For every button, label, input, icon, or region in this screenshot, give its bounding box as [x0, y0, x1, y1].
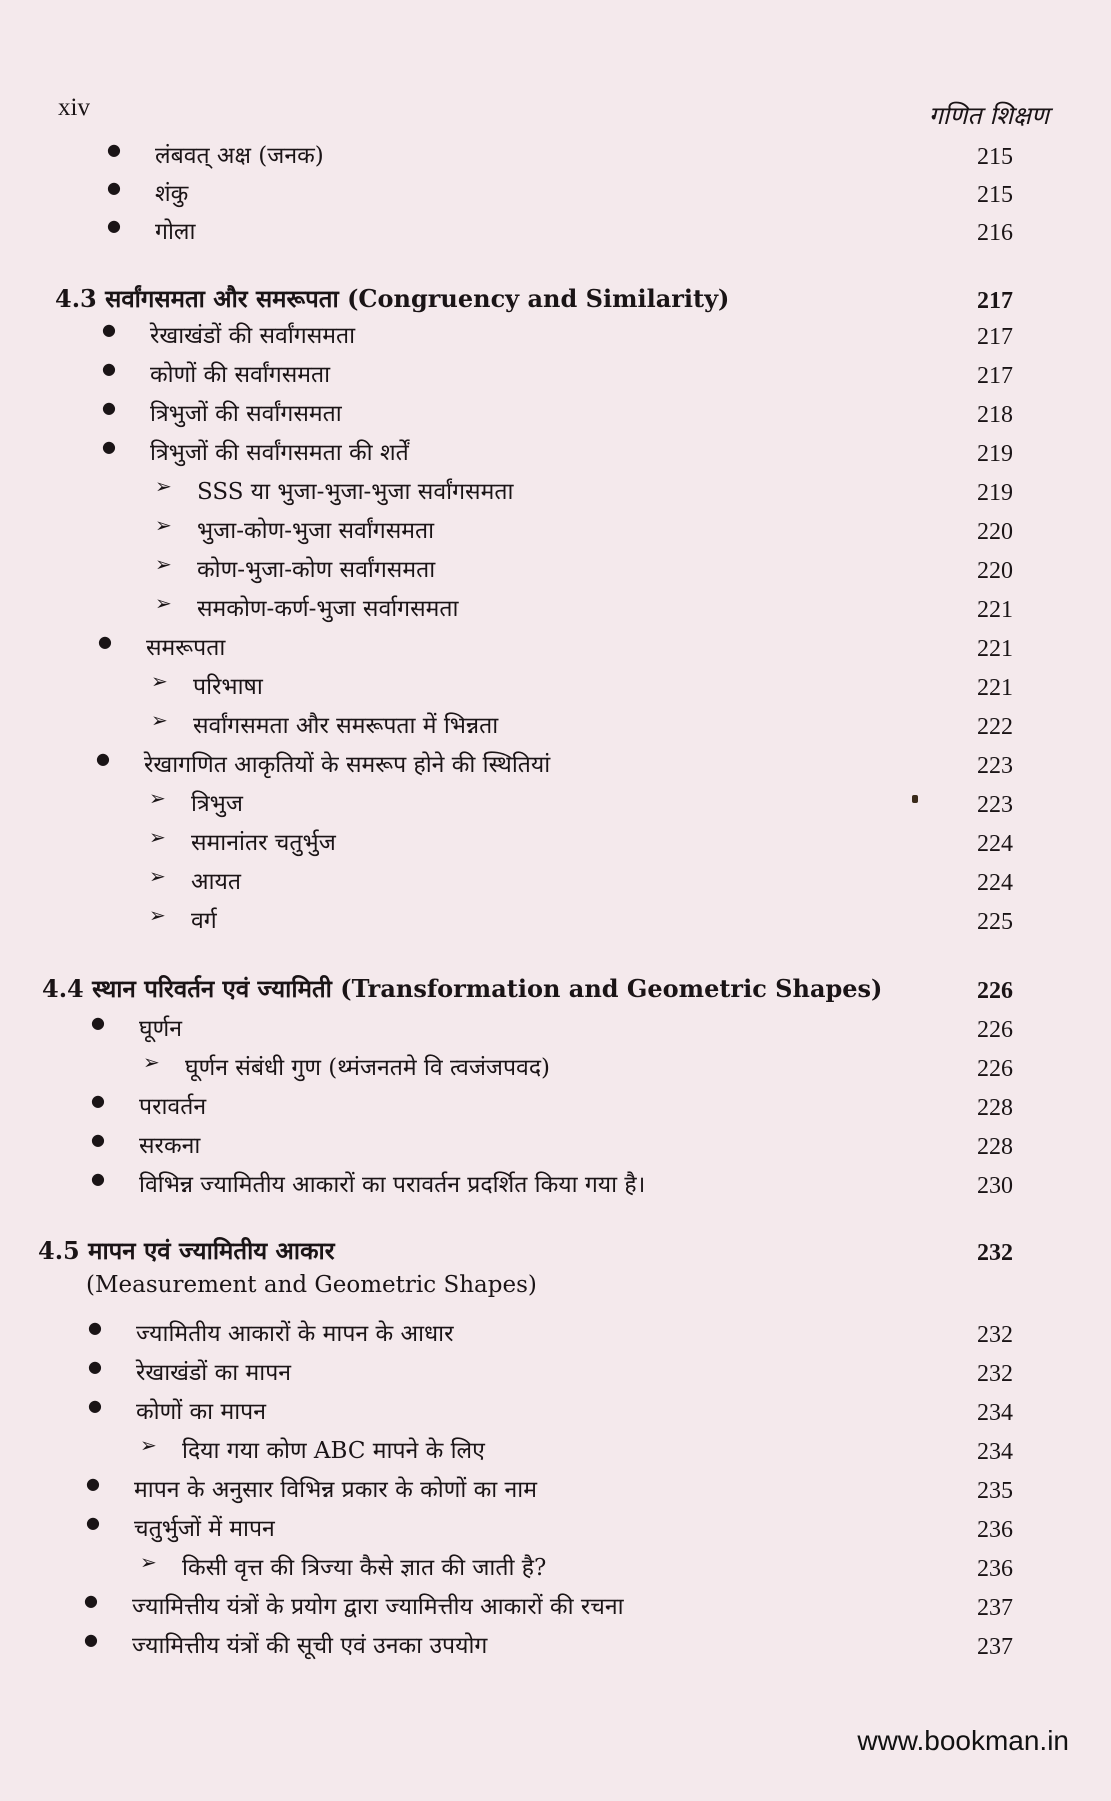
toc-entry-title: ➢ परिभाषा [193, 669, 263, 701]
toc-page-number: 221 [977, 636, 1013, 662]
toc-entry-title: ● समरूपता [146, 630, 225, 662]
toc-page-number: 219 [977, 480, 1013, 506]
toc-entry-title: 4.4 स्थान परिवर्तन एवं ज्यामिती (Transformation and Geometric Shapes) [42, 974, 883, 1003]
toc-entry [0, 1272, 1111, 1308]
toc-entry-title: ● घूर्णन [139, 1011, 182, 1043]
toc-page-number: 218 [977, 402, 1013, 428]
toc-section-heading [0, 1234, 1111, 1270]
toc-entry-title: 4.5 मापन एवं ज्यामितीय आकार [38, 1236, 335, 1265]
toc-entry-title: ➢ आयत [191, 864, 241, 896]
toc-entry-title: ➢ भुजा-कोण-भुजा सर्वांगसमता [197, 513, 434, 545]
toc-entry-title: ● लंबवत् अक्ष (जनक) [155, 138, 324, 170]
toc-entry [0, 138, 1111, 174]
toc-entry [0, 903, 1111, 939]
toc-section-heading [0, 282, 1111, 318]
toc-page-number: 217 [977, 288, 1013, 314]
toc-entry-title: ● परावर्तन [139, 1089, 206, 1121]
toc-entry [0, 1511, 1111, 1547]
toc-entry [0, 1628, 1111, 1664]
toc-entry-title: ➢ किसी वृत्त की त्रिज्या कैसे ज्ञात की जाती है? [182, 1550, 546, 1582]
toc-entry-title: ➢ दिया गया कोण ABC मापने के लिए [182, 1433, 485, 1465]
toc-entry-title: ● सरकना [139, 1128, 200, 1160]
toc-page-number: 222 [977, 714, 1013, 740]
toc-entry-title: (Measurement and Geometric Shapes) [86, 1272, 537, 1298]
toc-entry [0, 591, 1111, 627]
toc-page-number: 220 [977, 558, 1013, 584]
toc-page-number: 220 [977, 519, 1013, 545]
toc-page-number: 217 [977, 324, 1013, 350]
toc-entry [0, 176, 1111, 212]
toc-entry [0, 552, 1111, 588]
toc-page-number: 235 [977, 1478, 1013, 1504]
toc-entry [0, 1316, 1111, 1352]
toc-entry-title: ● ज्यामित्तीय यंत्रों के प्रयोग द्वारा ज्यामित्तीय आकारों की रचना [132, 1589, 624, 1621]
toc-page-number: 226 [977, 1056, 1013, 1082]
toc-entry-title: ➢ SSS या भुजा-भुजा-भुजा सर्वांगसमता [197, 474, 513, 506]
toc-entry-title: ➢ समकोण-कर्ण-भुजा सर्वागसमता [197, 591, 459, 623]
toc-page-number: 237 [977, 1634, 1013, 1660]
website-watermark: www.bookman.in [857, 1725, 1069, 1756]
toc-page-number: 224 [977, 831, 1013, 857]
page-number: xiv [58, 94, 90, 121]
toc-entry-title: ● ज्यामितीय आकारों के मापन के आधार [136, 1316, 454, 1348]
toc-entry-title: ➢ समानांतर चतुर्भुज [191, 825, 336, 857]
toc-entry-title: ● शंकु [155, 176, 188, 208]
toc-entry-title: ➢ कोण-भुजा-कोण सर्वांगसमता [197, 552, 435, 584]
toc-page-number: 223 [977, 753, 1013, 779]
toc-entry [0, 708, 1111, 744]
toc-entry [0, 1472, 1111, 1508]
toc-page-number: 230 [977, 1173, 1013, 1199]
toc-entry-title: ● कोणों का मापन [136, 1394, 266, 1426]
toc-entry [0, 1433, 1111, 1469]
toc-entry-title: ➢ त्रिभुज [191, 786, 243, 818]
toc-entry-title: ● मापन के अनुसार विभिन्न प्रकार के कोणों का नाम [134, 1472, 537, 1504]
toc-page-number: 232 [977, 1240, 1013, 1266]
toc-entry-title: ➢ घूर्णन संबंधी गुण (थ्मंजनतमे वि त्वजंजपवद) [185, 1050, 550, 1082]
toc-entry-title: ➢ वर्ग [191, 903, 217, 935]
toc-entry [0, 669, 1111, 705]
toc-entry [0, 1167, 1111, 1203]
toc-entry-title: ● कोणों की सर्वांगसमता [150, 357, 330, 389]
toc-page-number: 232 [977, 1361, 1013, 1387]
toc-page-number: 223 [977, 792, 1013, 818]
toc-page-number: 221 [977, 597, 1013, 623]
toc-entry [0, 630, 1111, 666]
toc-entry [0, 747, 1111, 783]
toc-page-number: 219 [977, 441, 1013, 467]
toc-page-number: 215 [977, 182, 1013, 208]
toc-page-number: 215 [977, 144, 1013, 170]
toc-page-number: 216 [977, 220, 1013, 246]
toc-entry-title: ● विभिन्न ज्यामितीय आकारों का परावर्तन प्रदर्शित किया गया है। [139, 1167, 645, 1199]
toc-entry [0, 357, 1111, 393]
toc-entry [0, 396, 1111, 432]
toc-entry [0, 214, 1111, 250]
toc-entry [0, 1128, 1111, 1164]
toc-entry-title: ● रेखाखंडों का मापन [136, 1355, 291, 1387]
toc-entry [0, 1550, 1111, 1586]
toc-page-number: 234 [977, 1439, 1013, 1465]
toc-entry [0, 1011, 1111, 1047]
toc-entry-title: ● चतुर्भुजों में मापन [134, 1511, 275, 1543]
toc-entry [0, 1589, 1111, 1625]
toc-page-number: 224 [977, 870, 1013, 896]
toc-page-number: 236 [977, 1517, 1013, 1543]
toc-page-number: 236 [977, 1556, 1013, 1582]
toc-entry [0, 1355, 1111, 1391]
toc-entry-title: ● रेखाखंडों की सर्वांगसमता [150, 318, 355, 350]
toc-entry [0, 825, 1111, 861]
toc-page-number: 228 [977, 1095, 1013, 1121]
toc-page-number: 221 [977, 675, 1013, 701]
toc-entry-title: ● त्रिभुजों की सर्वांगसमता [150, 396, 342, 428]
toc-page-number: 228 [977, 1134, 1013, 1160]
toc-page-number: 226 [977, 1017, 1013, 1043]
toc-page-number: 217 [977, 363, 1013, 389]
toc-entry [0, 864, 1111, 900]
toc-entry [0, 435, 1111, 471]
toc-entry [0, 1050, 1111, 1086]
toc-entry-title: ● ज्यामित्तीय यंत्रों की सूची एवं उनका उपयोग [132, 1628, 487, 1660]
toc-entry-title: ● त्रिभुजों की सर्वांगसमता की शर्तें [150, 435, 409, 467]
toc-entry-title: 4.3 सर्वांगसमता और समरूपता (Congruency and Similarity) [55, 284, 730, 313]
toc-page-number: 226 [977, 978, 1013, 1004]
toc-entry [0, 513, 1111, 549]
toc-entry [0, 786, 1111, 822]
toc-entry-title: ● रेखागणित आकृतियों के समरूप होने की स्थितियां [144, 747, 550, 779]
toc-page-number: 232 [977, 1322, 1013, 1348]
toc-entry [0, 1089, 1111, 1125]
print-speck [912, 795, 918, 803]
toc-entry [0, 474, 1111, 510]
toc-section-heading [0, 972, 1111, 1008]
toc-page-number: 225 [977, 909, 1013, 935]
toc-entry-title: ● गोला [155, 214, 195, 246]
toc-entry [0, 1394, 1111, 1430]
toc-entry-title: ➢ सर्वांगसमता और समरूपता में भिन्नता [193, 708, 498, 740]
toc-page-number: 234 [977, 1400, 1013, 1426]
running-header-title: गणित शिक्षण [928, 101, 1049, 130]
toc-entry [0, 318, 1111, 354]
toc-page-number: 237 [977, 1595, 1013, 1621]
